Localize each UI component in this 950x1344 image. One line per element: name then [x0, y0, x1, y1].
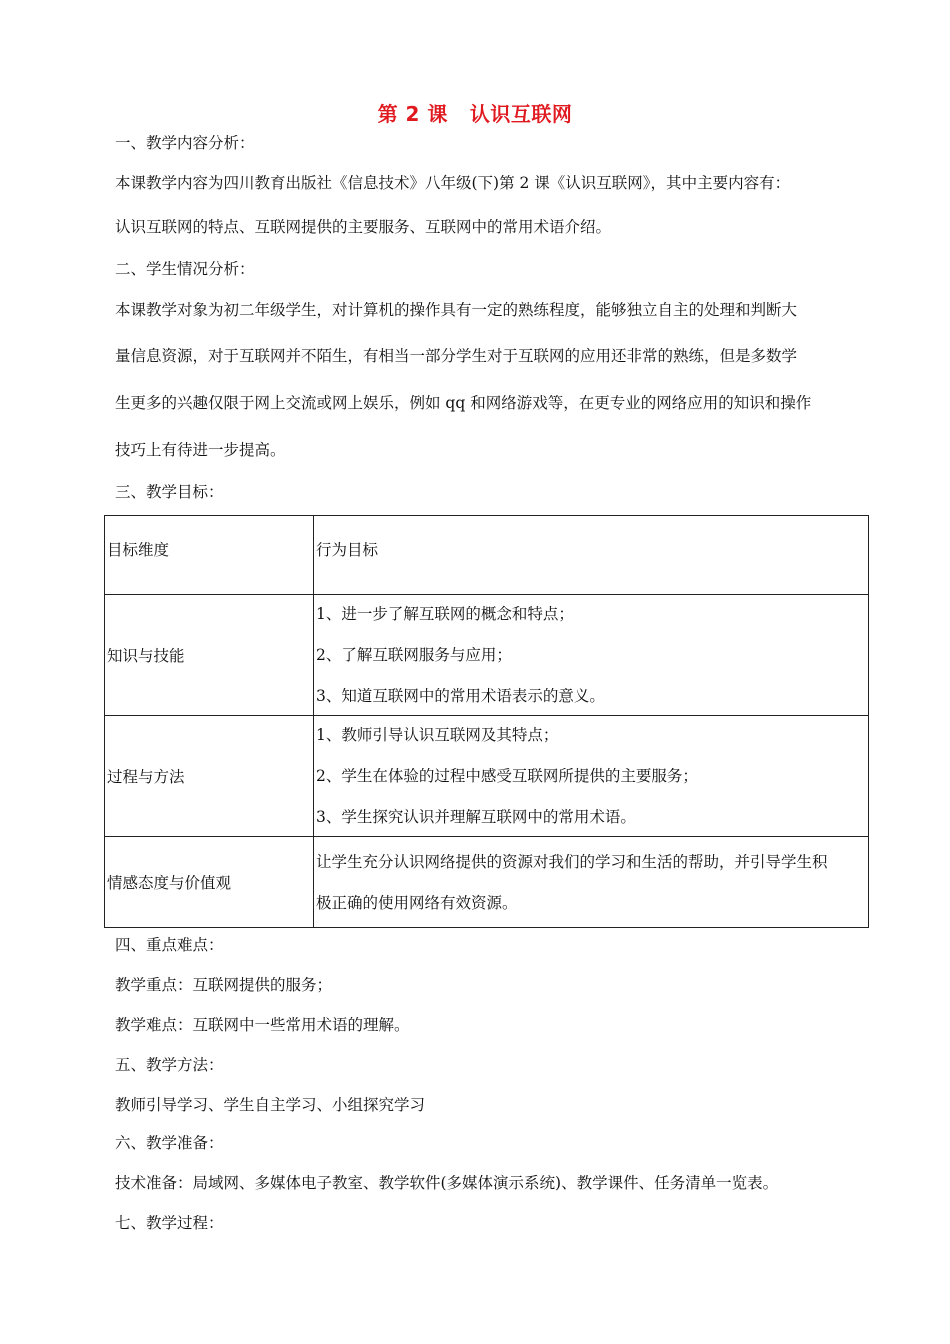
lesson-number: 第 2 课: [377, 102, 448, 126]
table-row: [105, 716, 869, 837]
page-title: [0, 98, 950, 127]
section-5-heading: 五、教学方法：: [115, 1056, 224, 1074]
row-dimension: 知识与技能: [105, 595, 314, 716]
header-behavior-cell: [314, 516, 869, 595]
section-1-heading: 一、教学内容分析：: [115, 134, 255, 152]
section-6-heading: 六、教学准备：: [115, 1134, 224, 1152]
row-items-cell: [314, 837, 869, 928]
section-7-heading: 七、教学过程：: [115, 1214, 224, 1232]
goal-item: 1、进一步了解互联网的概念和特点；: [316, 605, 574, 623]
row-dimension: 情感态度与价值观: [105, 837, 314, 928]
section-2-line-3: 生更多的兴趣仅限于网上交流或网上娱乐，例如 qq 和网络游戏等，在更专业的网络应用的知识和操作: [115, 394, 812, 412]
table-row: [105, 837, 869, 928]
table-row: [105, 595, 869, 716]
header-dimension-cell: [105, 516, 314, 595]
goal-item: 2、了解互联网服务与应用；: [316, 646, 512, 664]
goal-item: 极正确的使用网络有效资源。: [316, 893, 518, 912]
section-2-line-1: 本课教学对象为初二年级学生，对计算机的操作具有一定的熟练程度，能够独立自主的处理和判断大: [115, 301, 798, 319]
header-dimension: 目标维度: [107, 541, 170, 559]
section-2-line-4: 技巧上有待进一步提高。: [115, 441, 286, 459]
section-4-key-point: 教学重点：互联网提供的服务；: [115, 976, 333, 994]
section-2-line-2: 量信息资源，对于互联网并不陌生，有相当一部分学生对于互联网的应用还非常的熟练，但是多数学: [115, 347, 798, 365]
section-1-paragraph-1: 本课教学内容为四川教育出版社《信息技术》八年级(下)第 2 课《认识互联网》，其中主要内容有：: [115, 174, 791, 192]
table-header-row: [105, 516, 869, 595]
row-items-cell: [314, 595, 869, 716]
section-2-heading: 二、学生情况分析：: [115, 260, 255, 278]
goal-item: 2、学生在体验的过程中感受互联网所提供的主要服务；: [316, 767, 698, 785]
section-4-heading: 四、重点难点：: [115, 936, 224, 954]
section-3-heading: 三、教学目标：: [115, 483, 224, 501]
row-dimension: 过程与方法: [105, 716, 314, 837]
goal-item: 3、学生探究认识并理解互联网中的常用术语。: [316, 808, 636, 826]
goal-item: 让学生充分认识网络提供的资源对我们的学习和生活的帮助，并引导学生积: [316, 852, 828, 871]
header-behavior: 行为目标: [316, 541, 379, 559]
section-6-text: 技术准备：局域网、多媒体电子教室、教学软件(多媒体演示系统)、教学课件、任务清单一览表。: [115, 1174, 779, 1192]
lesson-name: 认识互联网: [469, 102, 573, 126]
goal-item: 1、教师引导认识互联网及其特点；: [316, 726, 559, 744]
section-4-difficult-point: 教学难点：互联网中一些常用术语的理解。: [115, 1016, 410, 1034]
section-1-paragraph-2: 认识互联网的特点、互联网提供的主要服务、互联网中的常用术语介绍。: [115, 218, 612, 236]
section-5-text: 教师引导学习、学生自主学习、小组探究学习: [115, 1096, 426, 1114]
teaching-goals-table: [104, 515, 869, 928]
goal-item: 3、知道互联网中的常用术语表示的意义。: [316, 687, 605, 705]
row-items-cell: [314, 716, 869, 837]
